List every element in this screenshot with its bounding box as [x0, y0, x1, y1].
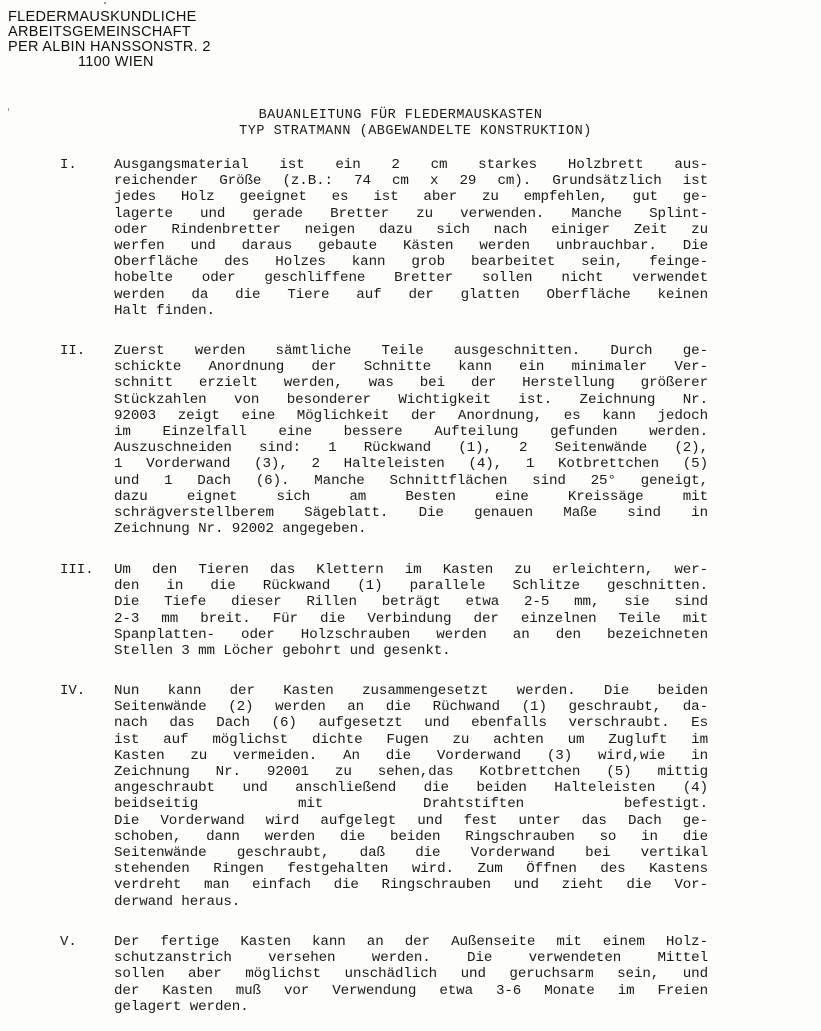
text-line: Die Vorderwand wird aufgelegt und fest unter das Dach ge-	[114, 812, 708, 829]
text-line: Halt finden.	[114, 302, 215, 319]
section-body	[114, 683, 708, 910]
text-line: Der fertige Kasten kann an der Außenseite mit einem Holz-	[114, 934, 708, 950]
text-line: Nun kann der Kasten zusammengesetzt werden. Die beiden	[114, 683, 708, 699]
section-number: V.	[60, 934, 77, 950]
text-line: Seitenwände (2) werden an die Rüchwand (1) geschraubt, da-	[114, 699, 708, 716]
text-line: Auszuschneiden sind: 1 Rückwand (1), 2 Seitenwände (2),	[114, 440, 708, 457]
section-body	[114, 562, 708, 659]
text-line: 2-3 mm breit. Für die Verbindung der einzelnen Teile mit	[114, 610, 708, 627]
letterhead-line: ARBEITSGEMEINSCHAFT	[8, 24, 191, 40]
text-line: verdreht man einfach die Ringschrauben und zieht die Vor-	[114, 877, 708, 894]
letterhead	[8, 10, 211, 70]
title-line-1: BAUANLEITUNG FÜR FLEDERMAUSKASTEN	[258, 108, 543, 123]
letterhead-line: PER ALBIN HANSSONSTR. 2	[8, 39, 211, 55]
section-number: II.	[60, 343, 86, 359]
text-line: Oberfläche des Holzes kann grob bearbeitet sein, feinge-	[114, 254, 708, 271]
document-title	[0, 108, 821, 140]
section-body	[114, 343, 708, 537]
text-line: reichender Größe (z.B.: 74 cm x 29 cm). Grundsätzlich ist	[114, 173, 708, 190]
text-line: schickte Anordnung der Schnitte kann ein minimaler Ver-	[114, 359, 708, 376]
text-line: Stellen 3 mm Löcher gebohrt und gesenkt.	[114, 643, 451, 660]
text-line: derwand heraus.	[114, 893, 241, 910]
letterhead-line: FLEDERMAUSKUNDLICHE	[8, 9, 197, 25]
text-line: Ausgangsmaterial ist ein 2 cm starkes Holzbrett aus-	[114, 157, 708, 173]
text-line: der Kasten muß vor Verwendung etwa 3-6 Monate im Freien	[114, 982, 708, 999]
text-line: dazu eignet sich am Besten eine Kreissäge mit	[114, 488, 708, 505]
text-line: beidseitig mit Drahtstiften befestigt.	[114, 796, 708, 813]
text-line: Kasten zu vermeiden. An die Vorderwand (3) wird,wie in	[114, 747, 708, 764]
text-line: gelagert werden.	[114, 998, 249, 1015]
text-line: schnitt erzielt werden, was bei der Herstellung größerer	[114, 375, 708, 392]
text-line: nach das Dach (6) aufgesetzt und ebenfalls verschraubt. Es	[114, 715, 708, 732]
title-line-2: TYP STRATMANN (ABGEWANDELTE KONSTRUKTION)	[239, 124, 592, 139]
text-line: werfen und daraus gebaute Kästen werden unbrauchbar. Die	[114, 238, 708, 255]
section-number: I.	[60, 157, 77, 173]
text-line: 1 Vorderwand (3), 2 Halteleisten (4), 1 Kotbrettchen (5)	[114, 456, 708, 473]
text-line: Die Tiefe dieser Rillen beträgt etwa 2-5 mm, sie sind	[114, 594, 708, 611]
text-line: hobelte oder geschliffene Bretter sollen nicht verwendet	[114, 270, 708, 287]
text-line: schoben, dann werden die beiden Ringschrauben so in die	[114, 828, 708, 845]
text-line: sollen aber möglichst unschädlich und geruchsarm sein, und	[114, 966, 708, 983]
text-line: Zuerst werden sämtliche Teile ausgeschnitten. Durch ge-	[114, 343, 708, 359]
text-line: oder Rindenbretter neigen dazu sich nach einiger Zeit zu	[114, 221, 708, 238]
text-line: angeschraubt und anschließend die beiden Halteleisten (4)	[114, 780, 708, 797]
scan-speck	[104, 2, 106, 4]
text-line: Um den Tieren das Klettern im Kasten zu erleichtern, wer-	[114, 562, 708, 578]
text-line: und 1 Dach (6). Manche Schnittflächen sind 25° geneigt,	[114, 472, 708, 489]
text-line: lagerte und gerade Bretter zu verwenden. Manche Splint-	[114, 205, 708, 222]
section-body	[114, 157, 708, 319]
text-line: Spanplatten- oder Holzschrauben werden an den bezeichneten	[114, 626, 708, 643]
text-line: jedes Holz geeignet es ist aber zu empfehlen, gut ge-	[114, 189, 708, 206]
text-line: Seitenwände geschraubt, daß die Vorderwand bei vertikal	[114, 845, 708, 862]
text-line: werden da die Tiere auf der glatten Oberfläche keinen	[114, 286, 708, 303]
text-line: den in die Rückwand (1) parallele Schlitze geschnitten.	[114, 578, 708, 595]
scan-speck	[8, 108, 9, 111]
text-line: schrägverstellberem Sägeblatt. Die genauen Maße sind in	[114, 505, 708, 522]
text-line: 92003 zeigt eine Möglichkeit der Anordnung, es kann jedoch	[114, 407, 708, 424]
text-line: Zeichnung Nr. 92002 angegeben.	[114, 521, 367, 538]
section-number: IV.	[60, 683, 86, 699]
text-line: im Einzelfall eine bessere Aufteilung gefunden werden.	[114, 424, 708, 441]
text-line: Stückzahlen von besonderer Wichtigkeit ist. Zeichnung Nr.	[114, 391, 708, 408]
section-body	[114, 934, 708, 1015]
section-number: III.	[60, 562, 94, 578]
text-line: Zeichnung Nr. 92001 zu sehen,das Kotbrettchen (5) mittig	[114, 764, 708, 781]
text-line: stehenden Ringen festgehalten wird. Zum Öffnen des Kastens	[114, 861, 708, 878]
letterhead-city: 1100 WIEN	[78, 54, 154, 70]
text-line: schutzanstrich versehen werden. Die verwendeten Mittel	[114, 950, 708, 967]
text-line: ist auf möglichst dichte Fugen zu achten um Zugluft im	[114, 731, 708, 748]
